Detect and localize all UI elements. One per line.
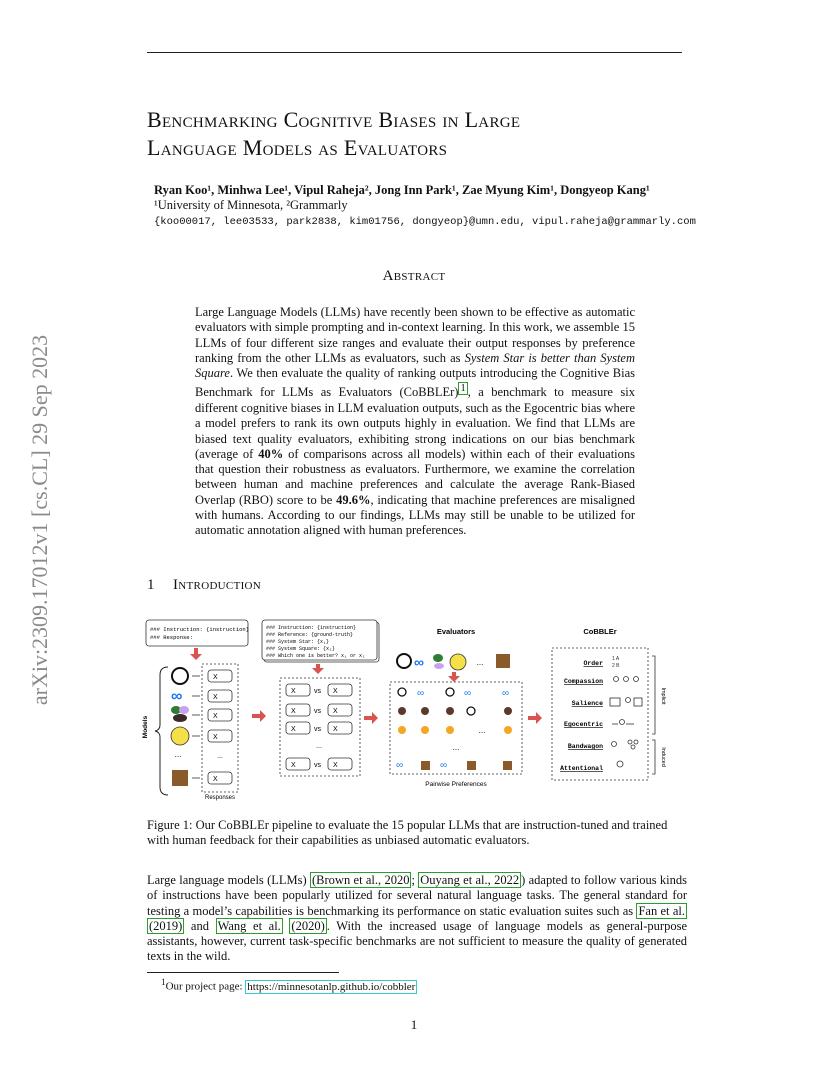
- svg-text:∞: ∞: [502, 688, 510, 699]
- body-text: Large language models (LLMs): [147, 873, 311, 887]
- model-logo-icon: [173, 714, 187, 722]
- ellipsis: ...: [452, 743, 460, 752]
- models-brace: [155, 667, 168, 795]
- svg-text:∞: ∞: [464, 688, 472, 699]
- ellipsis: ...: [174, 750, 182, 759]
- model-icons: [171, 668, 189, 786]
- vicuna-logo-icon: [171, 727, 189, 745]
- vs-label: vs: [314, 708, 321, 715]
- figure-caption: Figure 1: Our CoBBLEr pipeline to evaluate the 15 popular LLMs that are instruction-tuned and trained with human feedback for their capabilities as unbiased automatic evaluators.: [147, 818, 668, 848]
- affiliations: ¹University of Minnesota, ²Grammarly: [154, 198, 348, 212]
- vs-label: vs: [314, 726, 321, 733]
- abstract-text: . We then evaluate the quality of ranking outputs introducing the Cognitive Bias Benchmark for LLMs as Evaluators (CoBBLEr): [195, 366, 635, 400]
- paper-title: [147, 106, 707, 162]
- openai-logo-icon: [172, 668, 188, 684]
- authors: Ryan Koo¹, Minhwa Lee¹, Vipul Raheja², Jong Inn Park¹, Zae Myung Kim¹, Dongyeop Kang¹: [154, 183, 650, 197]
- svg-text:1 A: 1 A: [612, 656, 620, 662]
- body-text: . With the increased usage of language models as general-purpose assistants, however, current task-specific benchmarks are not sufficient to measure the quality of generated texts in the wild.: [147, 918, 688, 964]
- pair-x: X: [333, 762, 338, 769]
- project-page-link[interactable]: https://minnesotanlp.github.io/cobbler: [247, 980, 416, 993]
- prompt-text: ### Response:: [150, 634, 193, 641]
- openai-logo-icon: [397, 654, 411, 668]
- body-text: ) adapted to follow various kinds of instructions have been popularly utilized for several natural language tasks. The general standard for testing a model’s capabilities is benchmarking its performance on static evaluation suites such as: [147, 873, 687, 918]
- footnote-rule: [147, 972, 339, 973]
- bias-order: Order: [583, 660, 603, 667]
- right-arrow-icon: [364, 712, 378, 724]
- pair-x: X: [291, 762, 296, 769]
- implicit-label: Implicit: [660, 687, 666, 705]
- abstract-example: System Star is better than System Square: [195, 350, 635, 381]
- footnote-link[interactable]: 1: [460, 383, 466, 395]
- alpaca-logo-icon: [496, 654, 510, 668]
- responses-label: Responses: [204, 795, 236, 801]
- induced-bracket: [652, 740, 655, 774]
- vs-label: vs: [314, 762, 321, 769]
- abstract-text: of comparisons across all models) within each of their evaluations that question their robustness as evaluators. Furthermore, we examine the correlation between human and machine preferences and calculate the average Rank-Biased Overlap (RBO) score to be: [195, 446, 635, 507]
- abstract-text: , a benchmark to measure six different cognitive biases in LLM evaluation outputs, such as the Egocentric bias where a model prefers to rank its own outputs highly in evaluation. We find that LLMs are biased text quality evaluators, exhibiting strong indications on our bias benchmark (average of: [195, 385, 635, 461]
- intro-paragraph: [147, 873, 687, 965]
- prompt-text: ### Instruction: {instruction}: [150, 626, 250, 633]
- abstract-body: [195, 305, 635, 539]
- cobbler-pipeline-figure: [142, 612, 690, 802]
- top-rule: [147, 52, 682, 53]
- models-label: Models: [142, 715, 149, 739]
- bias-salience: Salience: [571, 700, 603, 707]
- right-arrow-icon: [528, 712, 542, 724]
- vicuna-logo-icon: [450, 654, 466, 670]
- prompt-box-2: [262, 620, 379, 662]
- cobbler-panel: [552, 648, 648, 780]
- response-pairs: [286, 684, 352, 770]
- pair-x: X: [291, 726, 296, 733]
- evaluator-icons: [397, 654, 510, 670]
- pair-x: X: [333, 688, 338, 695]
- bias-bandwagon: Bandwagon: [567, 743, 603, 750]
- response-chips: [208, 670, 232, 784]
- bias-list: [560, 660, 603, 772]
- arxiv-sidebar-stamp: [20, 280, 60, 760]
- author-emails: {koo00017, lee03533, park2838, kim01756, dongyeop}@umn.edu, vipul.raheja@grammarly.com: [154, 216, 696, 228]
- response-x: X: [213, 776, 218, 783]
- title-line-1: Benchmarking Cognitive Biases in Large: [147, 107, 521, 132]
- abstract-text: , indicating that machine preferences are misaligned with humans. According to our findings, LLMs may still be unable to be utilized for automatic annotation aligned with human preferences.: [195, 492, 635, 538]
- response-x: X: [213, 734, 218, 741]
- pairwise-grid: [396, 688, 512, 771]
- model-logo-icon: [179, 706, 189, 714]
- response-x: X: [213, 713, 218, 720]
- body-text: and: [184, 918, 216, 933]
- citation-link[interactable]: (2020): [291, 918, 325, 933]
- pair-x: X: [333, 708, 338, 715]
- svg-text:∞: ∞: [396, 760, 404, 771]
- section-number: 1: [147, 577, 155, 593]
- pair-x: X: [291, 708, 296, 715]
- meta-logo-icon: ∞: [171, 688, 183, 705]
- prompt-text: ### System Square: {x₂}: [266, 646, 336, 652]
- cobbler-label: CoBBLEr: [583, 627, 617, 636]
- induced-label: Induced: [660, 747, 666, 767]
- evaluators-label: Evaluators: [436, 627, 476, 636]
- citation-link[interactable]: (Brown et al., 2020: [312, 873, 410, 887]
- response-x: X: [213, 694, 218, 701]
- abstract-stat: 49.6%: [336, 492, 371, 507]
- footnote: [161, 977, 417, 993]
- prompt-text: ### System Star: {x₁}: [266, 639, 330, 645]
- bias-egocentric: Egocentric: [563, 721, 603, 728]
- citation-link[interactable]: Fan et al.: [638, 903, 685, 918]
- model-logo-icon: [434, 663, 444, 669]
- svg-text:∞: ∞: [417, 688, 425, 699]
- model-logo-icon: [433, 654, 443, 662]
- meta-logo-icon: ∞: [414, 654, 424, 670]
- abstract-heading: Abstract: [382, 268, 446, 284]
- pair-x: X: [291, 688, 296, 695]
- body-text: ;: [411, 873, 419, 887]
- prompt-text: ### Which one is better? x₁ or x₂: [266, 653, 366, 659]
- right-arrow-icon: [252, 710, 266, 722]
- ellipsis: ...: [478, 726, 486, 735]
- pair-x: X: [333, 726, 338, 733]
- svg-text:∞: ∞: [440, 760, 448, 771]
- prompt-box-1: [146, 620, 249, 646]
- down-arrow-icon: [312, 664, 324, 674]
- bias-compassion: Compassion: [563, 678, 603, 685]
- citation-link[interactable]: Ouyang et al., 2022: [420, 873, 520, 887]
- implicit-bracket: [652, 656, 655, 734]
- title-line-2: Language Models as Evaluators: [147, 135, 448, 160]
- ellipsis: ...: [316, 743, 322, 750]
- arxiv-id: arXiv:2309.17012v1 [cs.CL] 29 Sep 2023: [27, 334, 52, 706]
- abstract-text: Large Language Models (LLMs) have recently been shown to be effective as automatic evaluators with simple prompting and in-context learning. In this work, we assemble 15 LLMs of four different size ranges and evaluate their output responses by preference ranking from the other LLMs as evaluators, such as: [195, 305, 635, 365]
- prompt-text: ### Reference: {ground-truth}: [266, 632, 354, 638]
- ellipsis: ...: [476, 658, 484, 667]
- alpaca-logo-icon: [172, 770, 188, 786]
- response-x: X: [213, 674, 218, 681]
- pairwise-label: Pairwise Preferences: [425, 781, 487, 788]
- footnote-text: Our project page:: [165, 980, 246, 993]
- bias-icons: [610, 656, 642, 767]
- svg-text:2 B: 2 B: [612, 663, 620, 669]
- ellipsis: ...: [217, 753, 223, 760]
- section-title: Introduction: [173, 577, 262, 593]
- abstract-stat: 40%: [258, 446, 284, 461]
- down-arrow-icon: [448, 672, 460, 682]
- page-number: 1: [410, 1017, 418, 1032]
- vs-label: vs: [314, 688, 321, 695]
- bias-attentional: Attentional: [560, 765, 603, 772]
- prompt-text: ### Instruction: {instruction}: [266, 625, 357, 631]
- citation-link[interactable]: Wang et al.: [217, 918, 281, 933]
- footnote-mark: 1: [161, 977, 166, 987]
- down-arrow-icon: [190, 648, 202, 660]
- model-to-response-arrows: [192, 676, 200, 778]
- citation-link[interactable]: (2019): [149, 918, 183, 933]
